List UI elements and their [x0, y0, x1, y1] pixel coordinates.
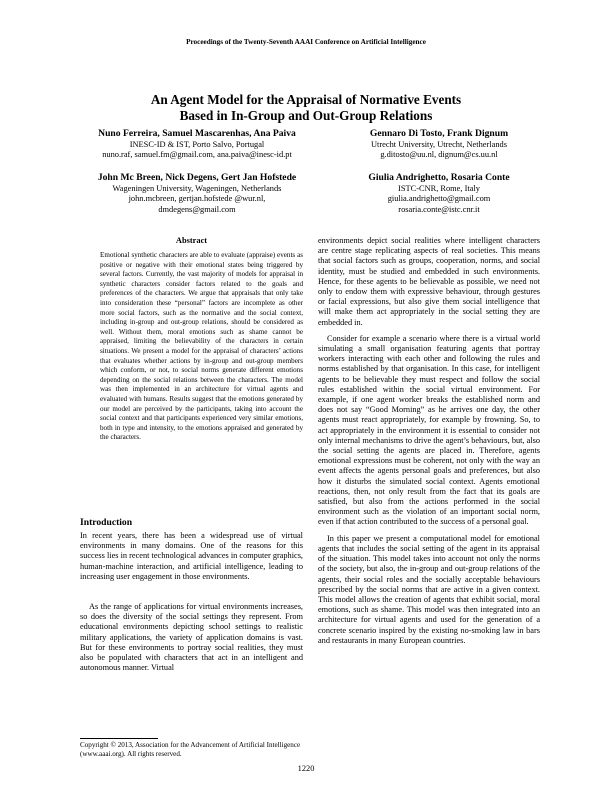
- author-names: Gennaro Di Tosto, Frank Dignum: [369, 128, 509, 139]
- author-names: Nuno Ferreira, Samuel Mascarenhas, Ana Paiva: [98, 128, 296, 139]
- author-affiliation: ISTC-CNR, Rome, Italy: [398, 184, 480, 193]
- abstract-heading: Abstract: [175, 236, 208, 245]
- author-affiliation: INESC-ID & IST, Porto Salvo, Portugal: [129, 140, 265, 149]
- proceedings-header: Proceedings of the Twenty-Seventh AAAI Conference on Artificial Intelligence: [186, 38, 426, 46]
- copyright-footnote: Copyright © 2013, Association for the Advancement of Artificial Intelligence (www.aaai.org). All rights reserved.: [80, 741, 301, 758]
- abstract-text: Emotional synthetic characters are able to evaluate (appraise) events as positive or negative with their emotional states being triggered by several factors. Currently, the vast majority of models for appraisal in synthetic characters consider factors related to the goals and preferences of the characters. We argue that appraisals that only take into consideration these “personal” factors are incomplete as other more social factors, such as the normative and the social context, including in-group and out-group relations, should be considered as well. Without them, moral emotions such as shame cannot be appraised, limiting the believability of the characters in certain situations. We present a model for the appraisal of characters’ actions that evaluates whether actions by in-group and out-group members which conform, or not, to social norms generate different emotions depending on the social relations between the characters. The model was then implemented in an architecture for virtual agents and evaluated with humans. Results suggest that the emotions generated by our model are perceived by the participants, taking into account the social context and that participants experienced very similar emotions, both in type and intensity, to the emotions appraised and generated by the characters.: [100, 251, 303, 442]
- author-email: rosaria.conte@istc.cnr.it: [398, 204, 480, 214]
- title-line-1: An Agent Model for the Appraisal of Normative Events: [150, 92, 462, 107]
- left-column: [80, 236, 303, 443]
- body-paragraph-2: Consider for example a scenario where there is a virtual world simulating a small organisation featuring agents that portray workers interacting with each other and following the rules and norms established by that organisation. In this case, for intelligent agents to be believable they must respect and follow the social rules established within the social virtual environment. For example, if one agent worker breaks the established norm and does not say “Good Morning” as he arrives one day, the other agents must react appropriately, for example by frowning. So, to act appropriately in the environment it is essential to consider not only internal mechanisms to drive the agent’s behaviours, but, also the social setting the agents are placed in. Therefore, agents emotional expressions must be coherent, not only with the way an event affects the agents personal goals and preferences, but also how it disturbs the simulated social context. Agents emotional reactions, then, not only result from the fact that its goals are satisfied, but also from the actions performed in the social environment such as the violation of an important social norm, even if that action contributed to the success of a personal goal.: [318, 333, 540, 527]
- intro-paragraph-2: As the range of applications for virtual environments increases, so does the diversity of the social settings they represent. From educational environments depicting school settings to realistic military applications, the variety of application domains is vast. But for these environments to portray social realities, they must also be populated with characters that act in an intelligent and autonomous manner. Virtual: [80, 602, 303, 673]
- introduction-heading: Introduction: [80, 517, 133, 528]
- title-line-2: Based in In-Group and Out-Group Relations: [179, 108, 433, 123]
- author-email: john.mcbreen, gertjan.hofstede @wur.nl,: [128, 194, 266, 204]
- author-block-4: [332, 172, 546, 215]
- author-names: Giulia Andrighetto, Rosaria Conte: [368, 172, 510, 183]
- author-block-2: [332, 128, 546, 161]
- intro-paragraph-1: In recent years, there has been a widespread use of virtual environments in many domains. One of the reasons for this success lies in recent technological advances in computer graphics, human-machine interaction, and artificial intelligence, leading to increasing user engagement in those environments.: [80, 531, 303, 581]
- author-block-3: [72, 172, 322, 215]
- paper-title: [60, 92, 552, 124]
- author-affiliation: Wageningen University, Wageningen, Netherlands: [112, 184, 282, 193]
- author-email: giulia.andrighetto@gmail.com: [387, 194, 491, 204]
- author-affiliation: Utrecht University, Utrecht, Netherlands: [371, 140, 507, 149]
- author-names: John Mc Breen, Nick Degens, Gert Jan Hofstede: [97, 172, 297, 183]
- body-paragraph-1: environments depict social realities where intelligent characters are centre stage replicating aspects of real societies. This means that social factors such as groups, cooperation, norms, and social identity, must be studied and embedded in such environments. Hence, for these agents to be believable as possible, we need not only to endow them with expressive behaviour, through gestures or facial expressions, but also give them social intelligence that will make them act appropriately in the social setting they are embedded in.: [318, 236, 540, 327]
- right-column: [318, 236, 540, 652]
- author-block-1: [72, 128, 322, 161]
- author-email: dmdegens@gmail.com: [158, 204, 236, 214]
- author-email: g.ditosto@uu.nl, dignum@cs.uu.nl: [380, 150, 498, 160]
- author-email: nuno.raf, samuel.fm@gmail.com, ana.paiva@inesc-id.pt: [102, 150, 292, 160]
- footnote-rule: [80, 738, 158, 739]
- page-number: 1220: [297, 764, 315, 773]
- body-paragraph-3: In this paper we present a computational model for emotional agents that includes the social setting of the agent in its appraisal of the situation. This model takes into account not only the norms of the society, but also, the in-group and out-group relations of the agents, their social roles and the socially acceptable behaviours prescribed by the social norms that are active in a given context. This model allows the creation of agents that exhibit social, moral emotions, such as shame. This model was then integrated into an architecture for virtual agents and used for the generation of a concrete scenario inspired by the existing no-smoking law in bars and restaurants in many European countries.: [318, 533, 540, 645]
